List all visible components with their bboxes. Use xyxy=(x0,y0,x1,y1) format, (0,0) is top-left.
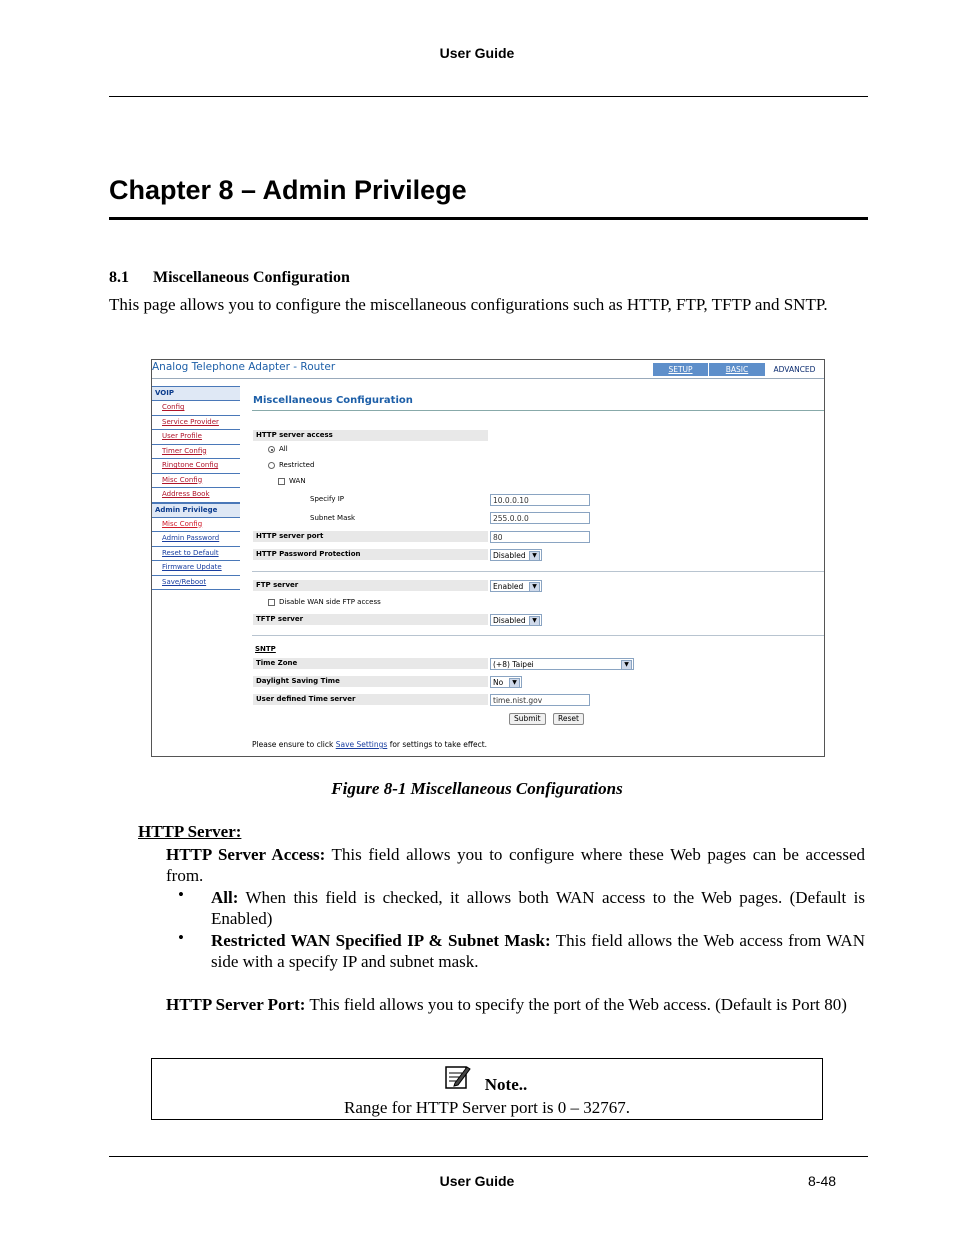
bullet-icon: • xyxy=(178,928,184,947)
specify-ip-input[interactable]: 10.0.0.10 xyxy=(490,494,590,506)
time-zone-value: (+8) Taipei xyxy=(493,660,534,669)
save-reminder-suffix: for settings to take effect. xyxy=(389,740,488,749)
time-zone-select[interactable] xyxy=(490,658,634,670)
radio-all[interactable] xyxy=(268,446,275,453)
section-intro: This page allows you to configure the miscellaneous configurations such as HTTP, FTP, TFTP and SNTP. xyxy=(109,295,828,314)
chevron-down-icon: ▼ xyxy=(529,582,540,592)
page-title-rule xyxy=(252,410,824,411)
note-box xyxy=(151,1058,823,1120)
ftp-server-value: Enabled xyxy=(493,582,524,591)
dst-value: No xyxy=(493,678,504,687)
radio-restricted-label: Restricted xyxy=(279,461,315,469)
sidebar-item-misc-config-voip[interactable]: Misc Config xyxy=(152,474,240,489)
figure-screenshot xyxy=(151,359,825,757)
page-header: User Guide xyxy=(439,45,515,61)
reset-button[interactable]: Reset xyxy=(553,713,584,725)
sidebar-header-voip[interactable]: VOIP xyxy=(152,386,240,401)
http-access-para xyxy=(166,844,865,886)
time-server-input[interactable]: time.nist.gov xyxy=(490,694,590,706)
footer-rule xyxy=(109,1156,868,1157)
sidebar-item-save-reboot[interactable]: Save/Reboot xyxy=(152,576,240,591)
sidebar-header-admin[interactable]: Admin Privilege xyxy=(152,503,240,518)
time-zone-label: Time Zone xyxy=(253,658,488,669)
page-title: Miscellaneous Configuration xyxy=(253,395,413,406)
bullet-restricted-term: Restricted WAN Specified IP & Subnet Mask: xyxy=(211,931,551,950)
http-port-term: HTTP Server Port: xyxy=(166,995,306,1014)
figure-caption: Figure 8-1 Miscellaneous Configurations xyxy=(331,779,623,798)
radio-all-label: All xyxy=(279,445,288,453)
bullet-all xyxy=(211,887,865,929)
sidebar-item-admin-password[interactable]: Admin Password xyxy=(152,532,240,547)
disable-wan-ftp-label: Disable WAN side FTP access xyxy=(279,598,381,606)
divider-ftp xyxy=(252,571,824,572)
chevron-down-icon: ▼ xyxy=(509,678,520,688)
subnet-mask-label: Subnet Mask xyxy=(310,514,356,522)
tab-setup[interactable]: SETUP xyxy=(653,363,708,376)
http-port-label: HTTP server port xyxy=(253,531,488,542)
chevron-down-icon: ▼ xyxy=(621,660,632,670)
http-access-label: HTTP server access xyxy=(253,430,488,441)
http-password-label: HTTP Password Protection xyxy=(253,549,488,560)
http-port-para xyxy=(166,994,865,1015)
title-divider xyxy=(152,378,824,379)
top-tabs xyxy=(652,363,823,376)
sidebar-item-ringtone-config[interactable]: Ringtone Config xyxy=(152,459,240,474)
dst-select[interactable] xyxy=(490,676,522,688)
tftp-server-label: TFTP server xyxy=(253,614,488,625)
bullet-icon: • xyxy=(178,885,184,904)
tab-basic[interactable]: BASIC xyxy=(709,363,765,376)
bullet-restricted xyxy=(211,930,865,972)
note-text: Range for HTTP Server port is 0 – 32767. xyxy=(344,1098,630,1117)
bullet-all-term: All: xyxy=(211,888,239,907)
sidebar-nav xyxy=(152,386,240,590)
save-reminder xyxy=(252,740,487,749)
http-password-value: Disabled xyxy=(493,551,526,560)
time-server-label: User defined Time server xyxy=(253,694,488,705)
save-settings-link[interactable]: Save Settings xyxy=(335,740,388,749)
sidebar-item-misc-config[interactable]: Misc Config xyxy=(152,518,240,533)
wan-checkbox-label: WAN xyxy=(289,477,306,485)
chevron-down-icon: ▼ xyxy=(529,616,540,626)
radio-restricted[interactable] xyxy=(268,462,275,469)
chapter-title: Chapter 8 – Admin Privilege xyxy=(109,175,467,205)
subnet-mask-input[interactable]: 255.0.0.0 xyxy=(490,512,590,524)
page-footer: User Guide xyxy=(439,1173,515,1189)
submit-button[interactable]: Submit xyxy=(509,713,546,725)
bullet-all-desc: When this field is checked, it allows both WAN access to the Web pages. (Default is Enabled) xyxy=(211,888,865,928)
sidebar-item-address-book[interactable]: Address Book xyxy=(152,488,240,503)
http-access-term: HTTP Server Access: xyxy=(166,845,326,864)
sntp-heading: SNTP xyxy=(255,645,276,653)
sidebar-item-service-provider[interactable]: Service Provider xyxy=(152,416,240,431)
page-number: 8-48 xyxy=(808,1173,837,1189)
http-port-desc: This field allows you to specify the port of the Web access. (Default is Port 80) xyxy=(309,995,847,1014)
chapter-rule xyxy=(109,217,868,220)
sidebar-item-user-profile[interactable]: User Profile xyxy=(152,430,240,445)
dst-label: Daylight Saving Time xyxy=(253,676,488,687)
http-password-select[interactable] xyxy=(490,549,542,561)
tftp-server-select[interactable] xyxy=(490,614,542,626)
tftp-server-value: Disabled xyxy=(493,616,526,625)
specify-ip-label: Specify IP xyxy=(310,495,344,503)
sidebar-item-reset-default[interactable]: Reset to Default xyxy=(152,547,240,562)
section-number: 8.1 xyxy=(109,269,129,286)
sidebar-item-config[interactable]: Config xyxy=(152,401,240,416)
http-server-heading: HTTP Server: xyxy=(138,822,242,841)
disable-wan-ftp-checkbox[interactable] xyxy=(268,599,275,606)
http-port-input[interactable]: 80 xyxy=(490,531,590,543)
ftp-server-label: FTP server xyxy=(253,580,488,591)
sidebar-item-firmware-update[interactable]: Firmware Update xyxy=(152,561,240,576)
divider-sntp xyxy=(252,635,824,636)
section-title: Miscellaneous Configuration xyxy=(153,269,350,286)
app-title: Analog Telephone Adapter - Router xyxy=(152,361,336,373)
section-heading xyxy=(109,269,350,287)
chevron-down-icon: ▼ xyxy=(529,551,540,561)
bullet-restricted-desc: This field allows the Web access from WAN side with a specify IP and subnet mask. xyxy=(211,931,865,971)
sidebar-item-timer-config[interactable]: Timer Config xyxy=(152,445,240,460)
note-title: Note.. xyxy=(484,1075,528,1094)
wan-checkbox[interactable] xyxy=(278,478,285,485)
ftp-server-select[interactable] xyxy=(490,580,542,592)
tab-advanced[interactable]: ADVANCED xyxy=(766,363,823,376)
http-access-desc: This field allows you to configure where these Web pages can be accessed from. xyxy=(166,845,865,885)
header-rule xyxy=(109,96,868,97)
save-reminder-prefix: Please ensure to click xyxy=(252,740,334,749)
